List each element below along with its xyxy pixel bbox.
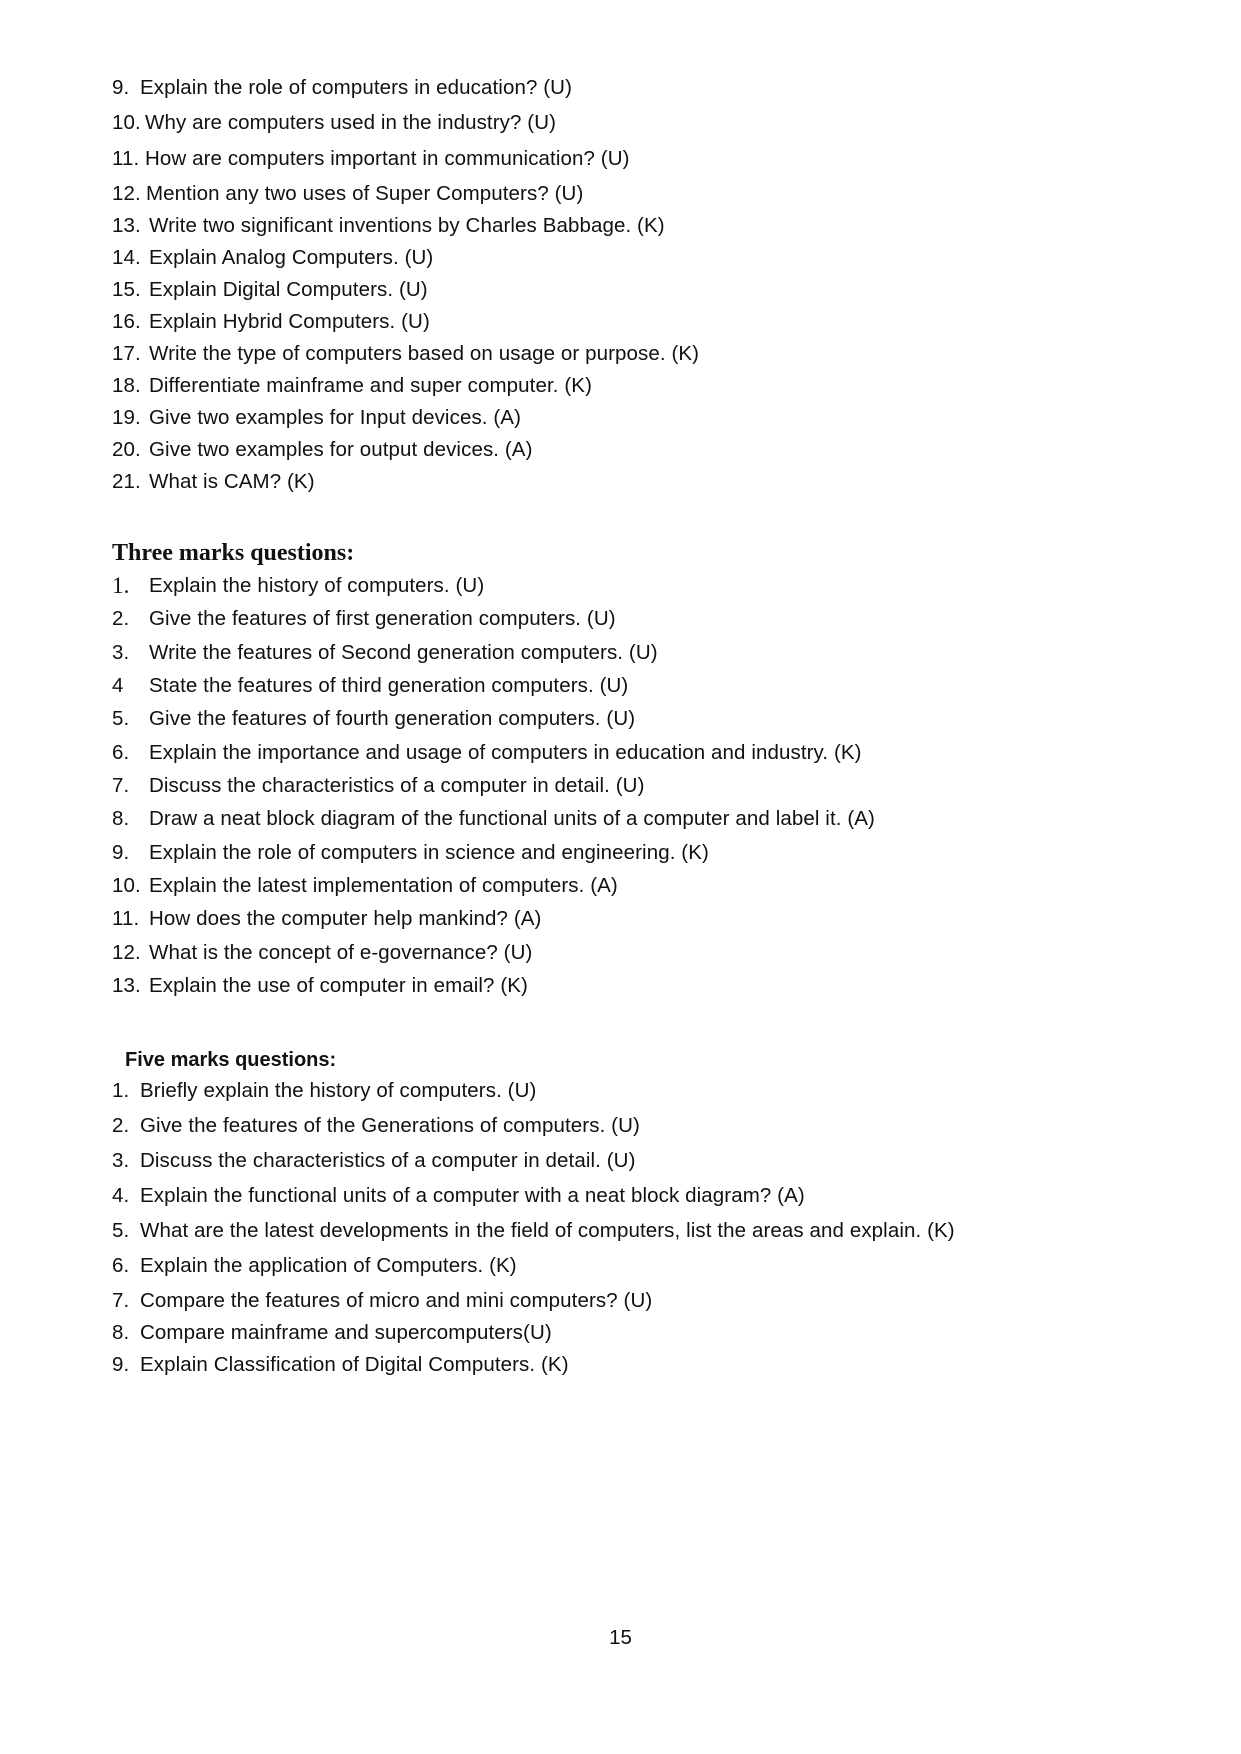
- question-item: [112, 873, 618, 899]
- question-number: 14.: [112, 246, 141, 269]
- question-number: 6.: [112, 741, 130, 764]
- question-text: Explain the history of computers. (U): [149, 574, 485, 597]
- question-item: [112, 341, 700, 367]
- question-number: 6.: [112, 1254, 130, 1277]
- question-text: Explain the role of computers in education? (U): [140, 76, 573, 99]
- question-text: Give the features of the Generations of computers. (U): [140, 1114, 640, 1137]
- question-text: Write two significant inventions by Charles Babbage. (K): [149, 214, 665, 237]
- question-number: 8.: [112, 1321, 130, 1344]
- question-item: [112, 1183, 805, 1209]
- question-number: 1.: [112, 1079, 130, 1102]
- question-text: What is the concept of e-governance? (U): [149, 941, 533, 964]
- question-item: [112, 405, 522, 431]
- question-item: [112, 1352, 569, 1378]
- question-number: 11.: [112, 147, 140, 170]
- question-number: 8.: [112, 807, 130, 830]
- page-number: 15: [609, 1626, 632, 1649]
- question-number: 11.: [112, 907, 140, 930]
- question-item: [112, 1218, 955, 1244]
- question-number: 5.: [112, 1219, 130, 1242]
- question-number: 21.: [112, 470, 141, 493]
- question-text: Explain the importance and usage of computers in education and industry. (K): [149, 741, 862, 764]
- five-marks-heading: Five marks questions:: [125, 1049, 337, 1071]
- question-item: [112, 973, 528, 999]
- question-item: [112, 906, 542, 932]
- question-item: [112, 1078, 537, 1104]
- question-text: Write the type of computers based on usage or purpose. (K): [149, 342, 700, 365]
- question-text: Explain the role of computers in science and engineering. (K): [149, 841, 709, 864]
- question-text: Why are computers used in the industry? (U): [145, 111, 557, 134]
- question-number: 9.: [112, 1353, 130, 1376]
- question-number: 7.: [112, 1289, 130, 1312]
- question-number: 3.: [112, 1149, 130, 1172]
- question-number: 19.: [112, 406, 141, 429]
- question-item: [112, 1148, 636, 1174]
- question-text: Mention any two uses of Super Computers? (U): [146, 182, 584, 205]
- question-item: [112, 1320, 552, 1346]
- question-text: Write the features of Second generation computers. (U): [149, 641, 658, 664]
- question-text: Compare the features of micro and mini computers? (U): [140, 1289, 653, 1312]
- question-number: 9.: [112, 76, 130, 99]
- question-text: What is CAM? (K): [149, 470, 315, 493]
- question-text: Explain the use of computer in email? (K): [149, 974, 528, 997]
- question-number: 18.: [112, 374, 141, 397]
- question-item: [112, 706, 636, 732]
- question-number: 10.: [112, 111, 141, 134]
- question-item: [112, 213, 665, 239]
- question-item: [112, 673, 629, 699]
- question-text: Explain the application of Computers. (K): [140, 1254, 517, 1277]
- question-number: 2.: [112, 1114, 130, 1137]
- question-text: Give two examples for Input devices. (A): [149, 406, 522, 429]
- question-number: 17.: [112, 342, 141, 365]
- question-text: Explain Classification of Digital Computers. (K): [140, 1353, 569, 1376]
- question-text: Explain the functional units of a computer with a neat block diagram? (A): [140, 1184, 805, 1207]
- question-item: [112, 110, 557, 136]
- question-number: 4: [112, 674, 124, 697]
- question-item: [112, 437, 533, 463]
- question-text: Explain Analog Computers. (U): [149, 246, 434, 269]
- question-item: [112, 277, 428, 303]
- question-text: Explain the latest implementation of computers. (A): [149, 874, 618, 897]
- question-number: 15.: [112, 278, 141, 301]
- question-text: Briefly explain the history of computers. (U): [140, 1079, 537, 1102]
- question-item: [112, 940, 533, 966]
- question-number: 9.: [112, 841, 130, 864]
- question-item: [112, 640, 658, 666]
- question-text: Explain Digital Computers. (U): [149, 278, 428, 301]
- question-text: Compare mainframe and supercomputers(U): [140, 1321, 552, 1344]
- question-text: Give the features of first generation computers. (U): [149, 607, 616, 630]
- question-item: [112, 373, 592, 399]
- question-item: [112, 806, 875, 832]
- question-text: Discuss the characteristics of a computer in detail. (U): [140, 1149, 636, 1172]
- question-number: 1.: [112, 573, 130, 598]
- question-text: Differentiate mainframe and super computer. (K): [149, 374, 592, 397]
- question-text: State the features of third generation computers. (U): [149, 674, 629, 697]
- question-item: [112, 245, 434, 271]
- question-item: [112, 606, 616, 632]
- question-text: How are computers important in communication? (U): [145, 147, 630, 170]
- question-text: Give the features of fourth generation computers. (U): [149, 707, 636, 730]
- question-text: Give two examples for output devices. (A): [149, 438, 533, 461]
- question-item: [112, 146, 630, 172]
- question-number: 13.: [112, 214, 141, 237]
- question-item: [112, 840, 709, 866]
- question-number: 12.: [112, 941, 141, 964]
- question-item: [112, 740, 862, 766]
- question-item: [112, 1288, 653, 1314]
- question-text: How does the computer help mankind? (A): [149, 907, 542, 930]
- question-number: 12.: [112, 182, 141, 205]
- question-number: 3.: [112, 641, 130, 664]
- question-item: [112, 1113, 640, 1139]
- question-item: [112, 1253, 517, 1279]
- question-text: Explain Hybrid Computers. (U): [149, 310, 430, 333]
- question-number: 5.: [112, 707, 130, 730]
- question-item: [112, 309, 430, 335]
- question-item: [112, 181, 584, 207]
- question-number: 13.: [112, 974, 141, 997]
- three-marks-heading: Three marks questions:: [112, 540, 355, 566]
- question-item: [112, 773, 645, 799]
- question-number: 20.: [112, 438, 141, 461]
- question-number: 10.: [112, 874, 141, 897]
- question-item: [112, 573, 485, 600]
- question-text: Draw a neat block diagram of the functional units of a computer and label it. (A): [149, 807, 875, 830]
- question-number: 2.: [112, 607, 130, 630]
- question-number: 7.: [112, 774, 130, 797]
- question-text: Discuss the characteristics of a computer in detail. (U): [149, 774, 645, 797]
- question-number: 4.: [112, 1184, 130, 1207]
- question-number: 16.: [112, 310, 141, 333]
- question-item: [112, 469, 315, 495]
- question-item: [112, 75, 573, 101]
- question-text: What are the latest developments in the field of computers, list the areas and explain. (K): [140, 1219, 955, 1242]
